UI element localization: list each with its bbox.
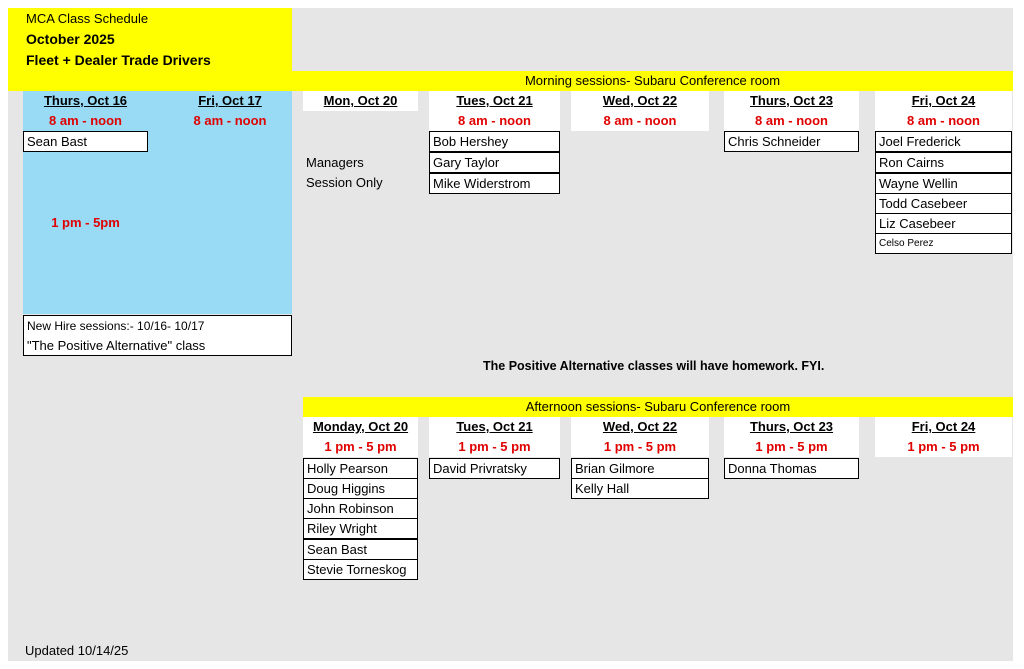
attendee-cell: Riley Wright xyxy=(303,518,418,539)
day-header: Wed, Oct 22 xyxy=(571,91,709,111)
time-label: 8 am - noon xyxy=(724,111,859,131)
time-label: 1 pm - 5pm xyxy=(51,215,120,230)
time-label: 8 am - noon xyxy=(429,111,560,131)
managers-label: Managers xyxy=(306,155,364,170)
schedule-month: October 2025 xyxy=(26,31,115,47)
time-label: 1 pm - 5 pm xyxy=(875,437,1012,457)
attendee-cell: Holly Pearson xyxy=(303,458,418,479)
session-only-label: Session Only xyxy=(306,175,383,190)
attendee-cell: Gary Taylor xyxy=(429,152,560,173)
title-block xyxy=(8,8,292,91)
attendee-cell: Celso Perez xyxy=(875,233,1012,254)
attendee-cell: Donna Thomas xyxy=(724,458,859,479)
time-label: 8 am - noon xyxy=(193,113,267,128)
day-header: Thurs, Oct 23 xyxy=(724,417,859,437)
schedule-audience: Fleet + Dealer Trade Drivers xyxy=(26,52,211,68)
attendee-cell: Bob Hershey xyxy=(429,131,560,152)
day-header: Fri, Oct 24 xyxy=(875,417,1012,437)
attendee-cell: Mike Widerstrom xyxy=(429,173,560,194)
attendee-cell: Doug Higgins xyxy=(303,478,418,499)
attendee-cell: Joel Frederick xyxy=(875,131,1012,152)
attendee-cell: David Privratsky xyxy=(429,458,560,479)
time-label: 1 pm - 5 pm xyxy=(429,437,560,457)
attendee-cell: Kelly Hall xyxy=(571,478,709,499)
attendee-cell: Ron Cairns xyxy=(875,152,1012,173)
time-label: 8 am - noon xyxy=(49,113,122,128)
time-label: 1 pm - 5 pm xyxy=(724,437,859,457)
attendee-cell: Wayne Wellin xyxy=(875,173,1012,194)
attendee-cell: Sean Bast xyxy=(303,539,418,560)
class-name-text: "The Positive Alternative" class xyxy=(27,338,206,353)
day-header: Thurs, Oct 16 xyxy=(43,93,128,108)
attendee-cell: Todd Casebeer xyxy=(875,193,1012,214)
schedule-title: MCA Class Schedule xyxy=(26,11,149,26)
homework-note: The Positive Alternative classes will have homework. FYI. xyxy=(483,359,825,373)
new-hire-sessions-text: New Hire sessions:- 10/16- 10/17 xyxy=(27,319,205,333)
new-hire-info-box xyxy=(23,315,292,356)
day-header: Wed, Oct 22 xyxy=(571,417,709,437)
day-header: Monday, Oct 20 xyxy=(303,417,418,437)
day-header: Tues, Oct 21 xyxy=(429,417,560,437)
attendee-cell: Brian Gilmore xyxy=(571,458,709,479)
day-header: Fri, Oct 17 xyxy=(198,93,262,108)
afternoon-banner: Afternoon sessions- Subaru Conference room xyxy=(303,397,1013,417)
attendee-cell: Chris Schneider xyxy=(724,131,859,152)
time-label: 8 am - noon xyxy=(571,111,709,131)
attendee-cell: John Robinson xyxy=(303,498,418,519)
time-label: 8 am - noon xyxy=(875,111,1012,131)
attendee-cell: Sean Bast xyxy=(23,131,148,152)
day-header: Mon, Oct 20 xyxy=(303,91,418,111)
morning-banner: Morning sessions- Subaru Conference room xyxy=(292,71,1013,91)
attendee-cell: Liz Casebeer xyxy=(875,213,1012,234)
time-label: 1 pm - 5 pm xyxy=(571,437,709,457)
day-header: Fri, Oct 24 xyxy=(875,91,1012,111)
day-header: Thurs, Oct 23 xyxy=(724,91,859,111)
day-header: Tues, Oct 21 xyxy=(429,91,560,111)
time-label: 1 pm - 5 pm xyxy=(303,437,418,457)
attendee-cell: Stevie Torneskog xyxy=(303,559,418,580)
updated-date: Updated 10/14/25 xyxy=(25,643,129,658)
